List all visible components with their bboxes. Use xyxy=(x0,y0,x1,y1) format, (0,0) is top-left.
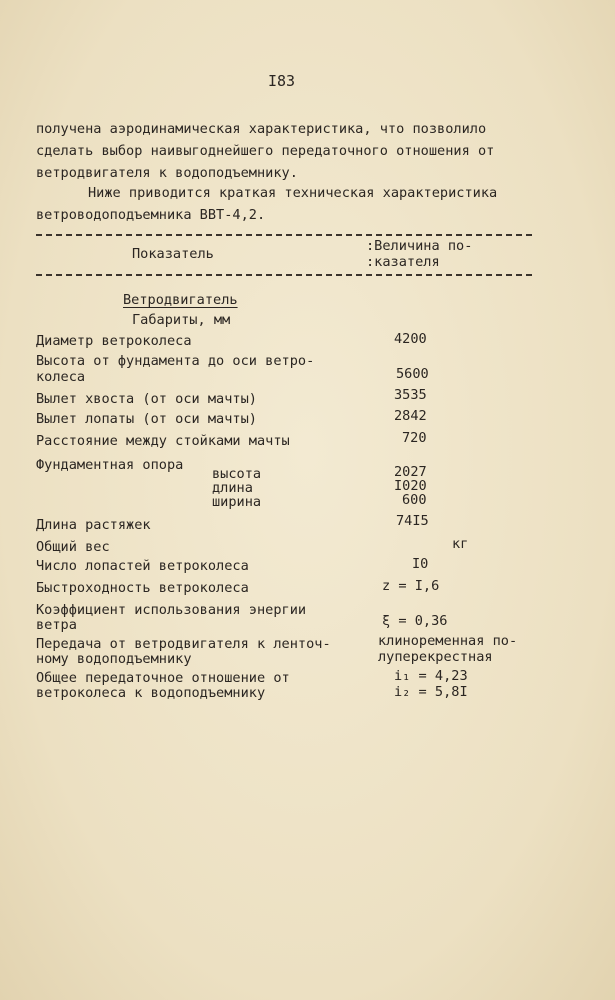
intro-line-1: получена аэродинамическая характеристика, что позволило xyxy=(36,121,487,137)
row-value: 74I5 xyxy=(396,513,429,529)
intro-line-3: ветродвигателя к водоподъемнику. xyxy=(36,165,298,181)
intro-line-2: сделать выбор наивыгоднейшего передаточного отношения от xyxy=(36,143,495,159)
header-parameter: Показатель xyxy=(132,246,214,262)
row-label: Вылет лопаты (от оси мачты) xyxy=(36,411,257,427)
row-value: 720 xyxy=(402,430,427,446)
subrow-label: ширина xyxy=(212,494,262,510)
row-unit: кг xyxy=(452,536,469,552)
subrow-label: высота xyxy=(212,466,262,482)
row-label: Длина растяжек xyxy=(36,517,151,533)
row-value: 2842 xyxy=(394,408,427,424)
row-label: Число лопастей ветроколеса xyxy=(36,558,249,574)
row-label: Коэффициент использования энергии xyxy=(36,602,307,618)
row-value: луперекрестная xyxy=(378,649,493,665)
intro-line-5: ветроводоподъемника ВВТ-4,2. xyxy=(36,207,266,223)
row-label: Вылет хвоста (от оси мачты) xyxy=(36,391,257,407)
table-top-rule xyxy=(36,234,532,236)
row-label: Передача от ветродвигателя к ленточ- xyxy=(36,636,331,652)
row-value: i₁ = 4,23 xyxy=(394,668,468,684)
row-label: ветроколеса к водоподъемнику xyxy=(36,685,266,701)
row-label: Расстояние между стойками мачты xyxy=(36,433,290,449)
row-label: ному водоподъемнику xyxy=(36,651,192,667)
row-value: клиноременная по- xyxy=(378,633,518,649)
row-value: 5600 xyxy=(396,366,429,382)
section-title: Ветродвигатель xyxy=(123,292,238,308)
row-value: 4200 xyxy=(394,331,427,347)
row-label: колеса xyxy=(36,369,86,385)
row-label: Фундаментная опора xyxy=(36,457,184,473)
intro-line-4: Ниже приводится краткая техническая характеристика xyxy=(88,185,498,201)
row-value: ξ = 0,36 xyxy=(382,613,448,629)
row-label: Общее передаточное отношение от xyxy=(36,670,290,686)
subrow-value: 600 xyxy=(402,492,427,508)
row-value: 3535 xyxy=(394,387,427,403)
subrow-value: 2027 xyxy=(394,464,427,480)
row-label: ветра xyxy=(36,617,77,633)
row-label: Быстроходность ветроколеса xyxy=(36,580,249,596)
header-value-line-1: :Величина по- xyxy=(366,238,473,254)
row-value: I0 xyxy=(412,556,429,572)
row-value: z = I,6 xyxy=(382,578,440,594)
header-value-line-2: :казателя xyxy=(366,254,440,270)
subrow-label: длина xyxy=(212,480,253,496)
table-header-rule xyxy=(36,274,532,276)
row-label: Диаметр ветроколеса xyxy=(36,333,192,349)
row-label: Высота от фундамента до оси ветро- xyxy=(36,353,315,369)
row-label: Общий вес xyxy=(36,539,110,555)
row-value: i₂ = 5,8I xyxy=(394,684,468,700)
dimensions-label: Габариты, мм xyxy=(132,312,231,328)
page-number: I83 xyxy=(268,72,296,90)
subrow-value: I020 xyxy=(394,478,427,494)
